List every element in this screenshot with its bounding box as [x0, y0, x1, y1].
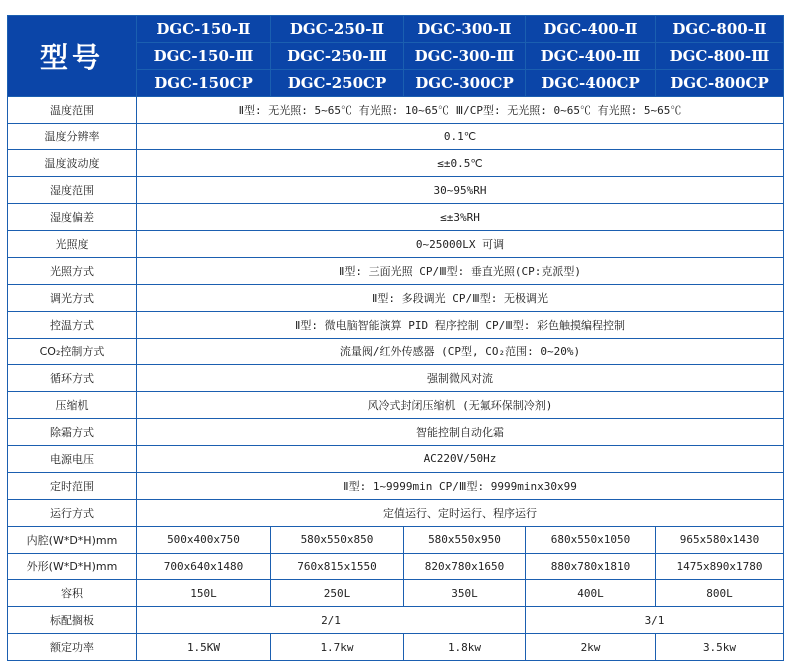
model-value: 820x780x1650 — [404, 553, 526, 580]
model-name: DGC-150-Ⅲ — [137, 42, 271, 69]
spec-label: 运行方式 — [8, 499, 137, 526]
spec-label: 电源电压 — [8, 446, 137, 473]
spec-label: 除霜方式 — [8, 419, 137, 446]
model-value: 2kw — [526, 634, 656, 661]
spec-row — [8, 284, 784, 311]
spec-value: 30~95%RH — [137, 177, 784, 204]
model-value: 800L — [656, 580, 784, 607]
spec-label: 额定功率 — [8, 634, 137, 661]
spec-value: 0.1℃ — [137, 123, 784, 150]
spec-value: Ⅱ型: 1~9999min CP/Ⅲ型: 9999minx30x99 — [137, 472, 784, 499]
spec-label: 温度波动度 — [8, 150, 137, 177]
model-name: DGC-150-Ⅱ — [137, 16, 271, 43]
spec-row — [8, 204, 784, 231]
shelves-row — [8, 607, 784, 634]
model-name: DGC-250CP — [271, 69, 404, 96]
spec-row — [8, 419, 784, 446]
shelves-value-right: 3/1 — [526, 607, 784, 634]
model-name: DGC-800-Ⅱ — [656, 16, 784, 43]
volume-row — [8, 580, 784, 607]
spec-row — [8, 123, 784, 150]
spec-row — [8, 311, 784, 338]
model-name: DGC-300CP — [404, 69, 526, 96]
dimension-row — [8, 526, 784, 553]
model-value: 350L — [404, 580, 526, 607]
spec-row — [8, 472, 784, 499]
spec-label: 光照方式 — [8, 257, 137, 284]
spec-label: 压缩机 — [8, 392, 137, 419]
model-value: 150L — [137, 580, 271, 607]
spec-value: 智能控制自动化霜 — [137, 419, 784, 446]
model-name: DGC-300-Ⅲ — [404, 42, 526, 69]
spec-row — [8, 231, 784, 258]
spec-label: 标配搁板 — [8, 607, 137, 634]
spec-value: ≤±3%RH — [137, 204, 784, 231]
spec-label: 温度分辨率 — [8, 123, 137, 150]
spec-label: 调光方式 — [8, 284, 137, 311]
spec-label: 内腔(W*D*H)mm — [8, 526, 137, 553]
shelves-value-left: 2/1 — [137, 607, 526, 634]
spec-table-container — [7, 15, 783, 661]
spec-row — [8, 257, 784, 284]
spec-label: 定时范围 — [8, 472, 137, 499]
model-value: 580x550x950 — [404, 526, 526, 553]
spec-label: 容积 — [8, 580, 137, 607]
spec-row — [8, 150, 784, 177]
model-value: 700x640x1480 — [137, 553, 271, 580]
model-value: 250L — [271, 580, 404, 607]
spec-row — [8, 177, 784, 204]
power-row — [8, 634, 784, 661]
spec-value: ≤±0.5℃ — [137, 150, 784, 177]
spec-value: 定值运行、定时运行、程序运行 — [137, 499, 784, 526]
model-name: DGC-300-Ⅱ — [404, 16, 526, 43]
model-name: DGC-250-Ⅲ — [271, 42, 404, 69]
spec-row — [8, 392, 784, 419]
spec-label: 控温方式 — [8, 311, 137, 338]
model-name: DGC-400-Ⅱ — [526, 16, 656, 43]
spec-label: 外形(W*D*H)mm — [8, 553, 137, 580]
model-name: DGC-800CP — [656, 69, 784, 96]
model-name: DGC-400-Ⅲ — [526, 42, 656, 69]
spec-value: Ⅱ型: 三面光照 CP/Ⅲ型: 垂直光照(CP:克派型) — [137, 257, 784, 284]
model-value: 680x550x1050 — [526, 526, 656, 553]
spec-row — [8, 96, 784, 123]
model-name: DGC-250-Ⅱ — [271, 16, 404, 43]
model-value: 500x400x750 — [137, 526, 271, 553]
spec-value: Ⅱ型: 微电脑智能演算 PID 程序控制 CP/Ⅲ型: 彩色触摸编程控制 — [137, 311, 784, 338]
spec-label: 循环方式 — [8, 365, 137, 392]
model-value: 1.5KW — [137, 634, 271, 661]
spec-value: AC220V/50Hz — [137, 446, 784, 473]
spec-value: 流量阀/红外传感器 (CP型, CO₂范围: 0~20%) — [137, 338, 784, 365]
spec-value: 风冷式封闭压缩机 (无氟环保制冷剂) — [137, 392, 784, 419]
model-value: 760x815x1550 — [271, 553, 404, 580]
spec-value: Ⅱ型: 多段调光 CP/Ⅲ型: 无极调光 — [137, 284, 784, 311]
spec-value: Ⅱ型: 无光照: 5~65℃ 有光照: 10~65℃ Ⅲ/CP型: 无光照: 0~65℃ 有光照: 5~65℃ — [137, 96, 784, 123]
spec-label: 温度范围 — [8, 96, 137, 123]
model-value: 1.7kw — [271, 634, 404, 661]
model-name: DGC-800-Ⅲ — [656, 42, 784, 69]
spec-label: 湿度范围 — [8, 177, 137, 204]
spec-value: 0~25000LX 可调 — [137, 231, 784, 258]
model-value: 1.8kw — [404, 634, 526, 661]
spec-row — [8, 365, 784, 392]
model-name: DGC-150CP — [137, 69, 271, 96]
model-value: 400L — [526, 580, 656, 607]
spec-label: 光照度 — [8, 231, 137, 258]
dimension-row — [8, 553, 784, 580]
spec-row — [8, 446, 784, 473]
model-value: 1475x890x1780 — [656, 553, 784, 580]
model-value: 3.5kw — [656, 634, 784, 661]
spec-row — [8, 338, 784, 365]
model-header-title: 型号 — [8, 16, 137, 97]
spec-row — [8, 499, 784, 526]
model-name: DGC-400CP — [526, 69, 656, 96]
model-value: 880x780x1810 — [526, 553, 656, 580]
model-value: 580x550x850 — [271, 526, 404, 553]
spec-table — [7, 15, 784, 661]
model-value: 965x580x1430 — [656, 526, 784, 553]
spec-value: 强制微风对流 — [137, 365, 784, 392]
spec-label: CO₂控制方式 — [8, 338, 137, 365]
spec-label: 湿度偏差 — [8, 204, 137, 231]
